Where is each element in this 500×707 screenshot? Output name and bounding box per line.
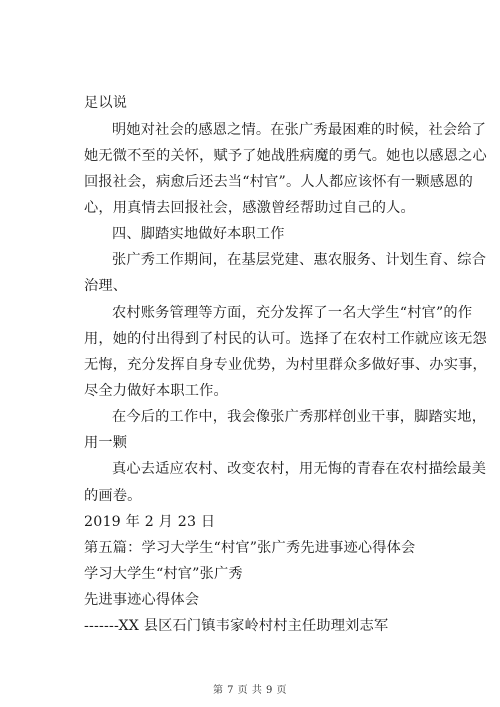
text-line: 心，用真情去回报社会，感激曾经帮助过自己的人。 <box>84 200 415 216</box>
text-line: 治理、 <box>84 278 128 294</box>
text-line: 她无微不至的关怀，赋予了她战胜病魔的勇气。她也以感恩之心 <box>84 148 487 164</box>
text-line: 用，她的付出得到了村民的认可。选择了在农村工作就应该无怨 <box>84 331 487 347</box>
author-line: -------XX 县区石门镇韦家岭村村主任助理刘志军 <box>84 618 389 634</box>
text-line: 用一颗 <box>84 435 128 451</box>
subtitle-line: 先进事迹心得体会 <box>84 592 200 608</box>
date-line: 2019 年 2 月 23 日 <box>84 514 216 530</box>
text-line: 足以说 <box>84 95 128 111</box>
subtitle-line: 学习大学生“村官”张广秀 <box>84 566 243 582</box>
text-line: 无悔，充分发挥自身专业优势，为村里群众多做好事、办实事， <box>84 357 487 373</box>
section-heading: 四、脚踏实地做好本职工作 <box>112 226 285 242</box>
text-line: 真心去适应农村、改变农村，用无悔的青春在农村描绘最美 <box>112 461 487 477</box>
article-title: 第五篇：学习大学生“村官”张广秀先进事迹心得体会 <box>84 540 416 556</box>
text-line: 尽全力做好本职工作。 <box>84 383 228 399</box>
page-number: 第 7 页 共 9 页 <box>212 685 288 696</box>
text-line: 在今后的工作中，我会像张广秀那样创业干事，脚踏实地， <box>112 409 487 425</box>
text-line: 农村账务管理等方面，充分发挥了一名大学生“村官”的作 <box>112 305 473 321</box>
text-line: 回报社会，病愈后还去当“村官”。人人都应该怀有一颗感恩的 <box>84 174 473 190</box>
text-line: 的画卷。 <box>84 488 142 504</box>
text-line: 张广秀工作期间，在基层党建、惠农服务、计划生育、综合 <box>112 252 487 268</box>
text-line: 明她对社会的感恩之情。在张广秀最困难的时候，社会给了 <box>112 122 487 138</box>
